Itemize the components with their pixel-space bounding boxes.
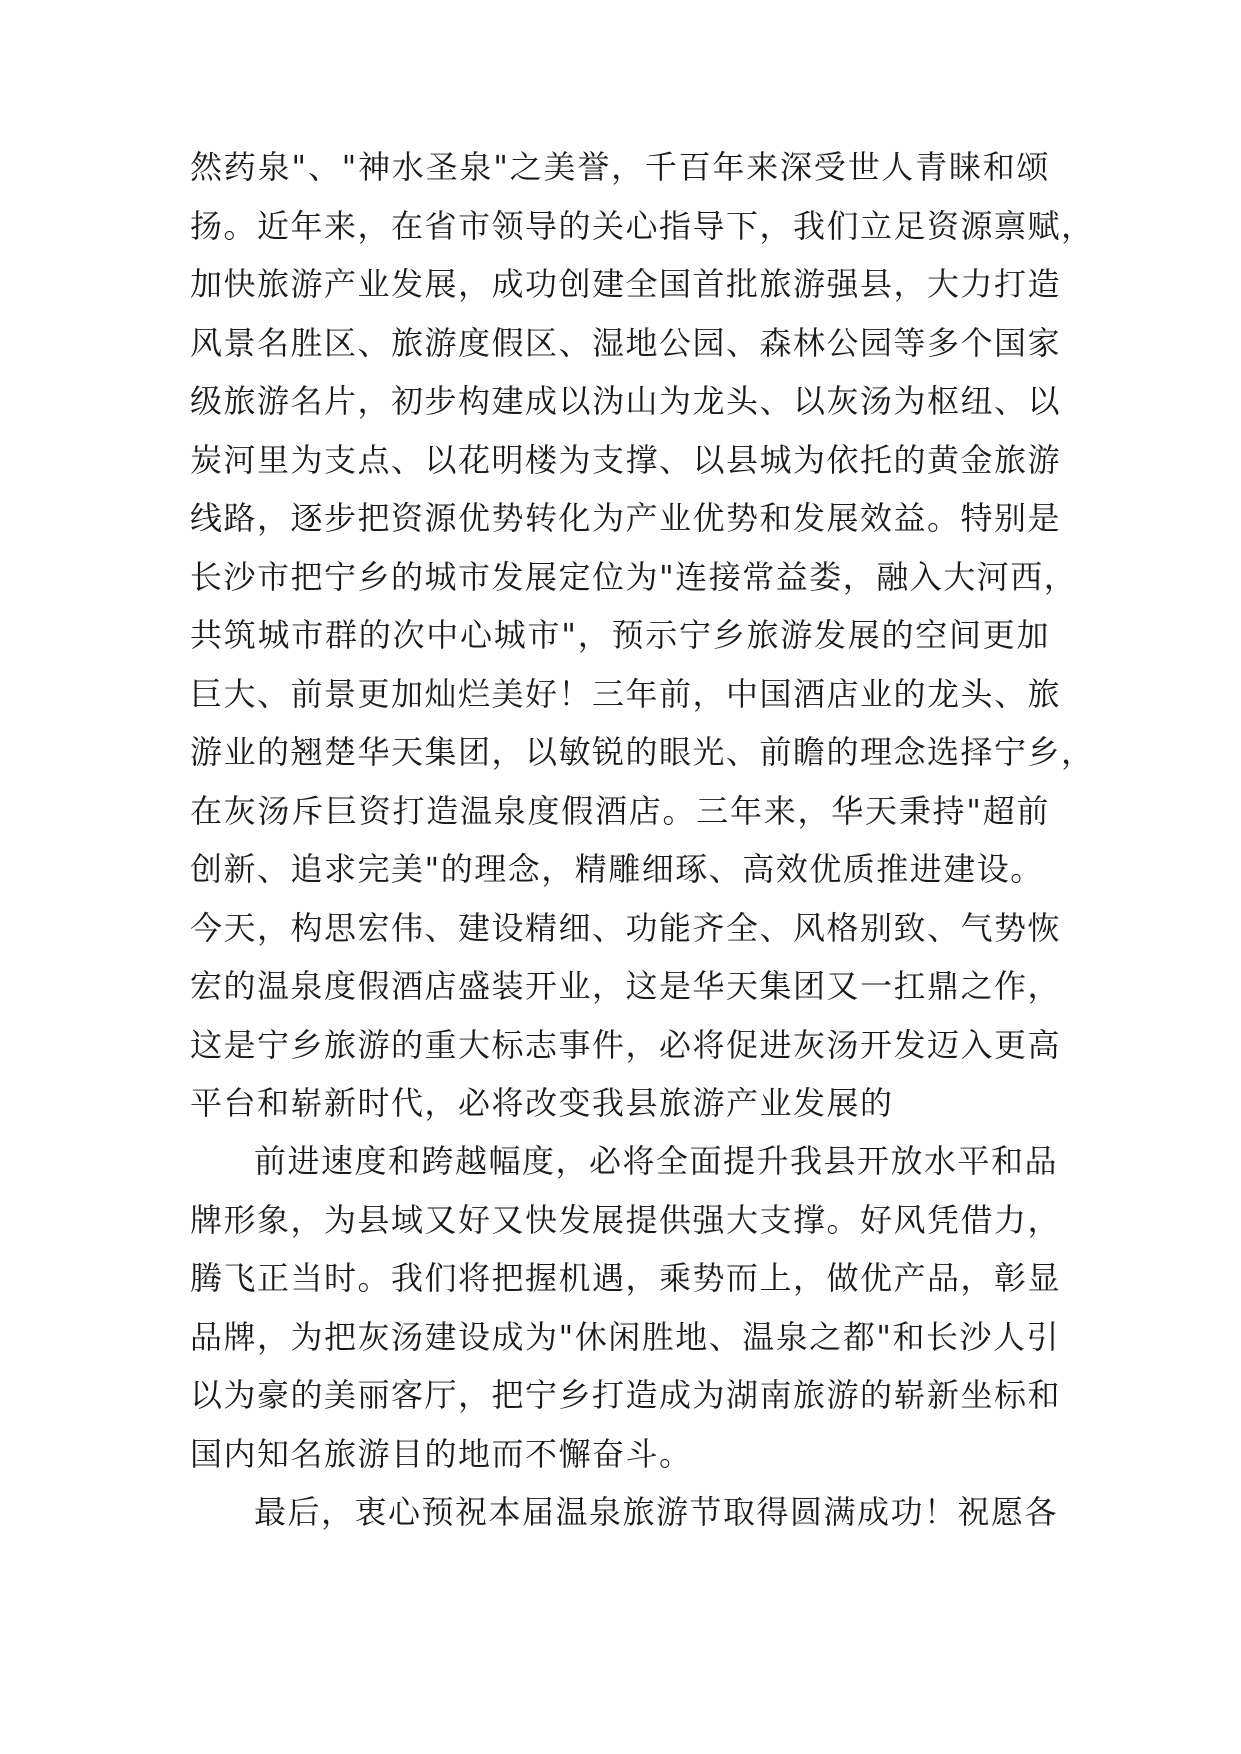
text-line: 然药泉"、"神水圣泉"之美誉，千百年来深受世人青睐和颂 bbox=[190, 148, 1050, 186]
paragraph-2 bbox=[190, 1132, 1062, 1483]
text-line: 平台和崭新时代，必将改变我县旅游产业发展的 bbox=[190, 1084, 894, 1122]
text-line: 在灰汤斥巨资打造温泉度假酒店。三年来，华天秉持"超前 bbox=[190, 791, 1050, 830]
text-line: 前进速度和跨越幅度，必将全面提升我县开放水平和品 bbox=[254, 1142, 1059, 1180]
text-line: 共筑城市群的次中心城市"，预示宁乡旅游发展的空间更加 bbox=[190, 616, 1050, 654]
text-line: 腾飞正当时。我们将把握机遇，乘势而上，做优产品，彰显 bbox=[190, 1259, 1062, 1297]
text-line: 最后，衷心预祝本届温泉旅游节取得圆满成功！祝愿各 bbox=[254, 1493, 1059, 1531]
text-line: 以为豪的美丽客厅，把宁乡打造成为湖南旅游的崭新坐标和 bbox=[190, 1376, 1062, 1414]
text-line: 今天，构思宏伟、建设精细、功能齐全、风格别致、气势恢 bbox=[190, 908, 1062, 947]
text-line: 游业的翘楚华天集团，以敏锐的眼光、前瞻的理念选择宁乡， bbox=[190, 733, 1095, 771]
text-line: 长沙市把宁乡的城市发展定位为"连接常益娄，融入大河西， bbox=[190, 557, 1078, 596]
text-line: 品牌，为把灰汤建设成为"休闲胜地、温泉之都"和长沙人引 bbox=[190, 1317, 1060, 1356]
text-line: 炭河里为支点、以花明楼为支撑、以县城为依托的黄金旅游 bbox=[190, 440, 1062, 479]
text-line: 牌形象，为县域又好又快发展提供强大支撑。好风凭借力， bbox=[190, 1200, 1062, 1239]
text-line: 加快旅游产业发展，成功创建全国首批旅游强县，大力打造 bbox=[190, 265, 1062, 303]
paragraph-3 bbox=[190, 1483, 1059, 1542]
text-line: 扬。近年来，在省市领导的关心指导下，我们立足资源禀赋， bbox=[190, 206, 1095, 245]
text-line: 这是宁乡旅游的重大标志事件，必将促进灰汤开发迈入更高 bbox=[190, 1025, 1062, 1064]
text-line: 级旅游名片，初步构建成以沩山为龙头、以灰汤为枢纽、以 bbox=[190, 382, 1062, 420]
text-line: 宏的温泉度假酒店盛装开业，这是华天集团又一扛鼎之作， bbox=[190, 967, 1062, 1005]
paragraph-1 bbox=[190, 138, 1095, 1133]
text-line: 风景名胜区、旅游度假区、湿地公园、森林公园等多个国家 bbox=[190, 323, 1062, 362]
text-line: 线路，逐步把资源优势转化为产业优势和发展效益。特别是 bbox=[190, 499, 1062, 537]
text-line: 巨大、前景更加灿烂美好！三年前，中国酒店业的龙头、旅 bbox=[190, 674, 1062, 713]
text-line: 国内知名旅游目的地而不懈奋斗。 bbox=[190, 1434, 693, 1473]
text-line: 创新、追求完美"的理念，精雕细琢、高效优质推进建设。 bbox=[190, 850, 1044, 888]
